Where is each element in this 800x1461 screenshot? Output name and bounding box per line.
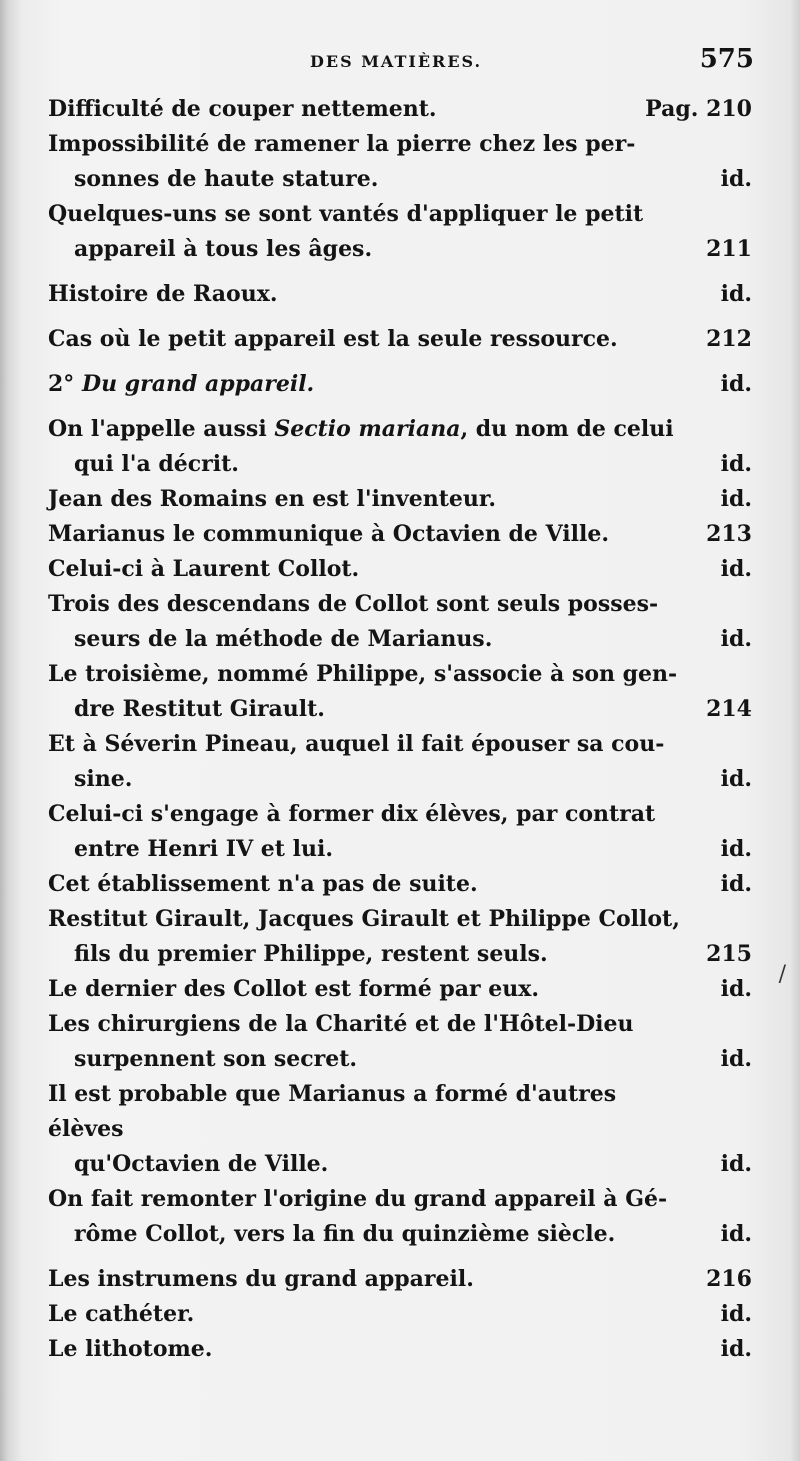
entry-text-italic: Sectio mariana — [274, 416, 461, 442]
margin-mark: / — [778, 962, 786, 987]
entry-continuation: sine. — [74, 766, 133, 792]
index-entry — [48, 1332, 756, 1367]
entry-continuation: surpennent son secret. — [74, 1046, 358, 1072]
entry-page-ref: 215 — [706, 941, 752, 967]
page-header — [48, 44, 758, 84]
entry-page-ref: id. — [720, 486, 752, 512]
entry-page-ref: id. — [720, 976, 752, 1002]
entry-text: Et à Séverin Pineau, auquel il fait épouser sa cou- — [48, 731, 665, 757]
index-entry — [48, 482, 756, 517]
index-entry — [48, 902, 756, 972]
entry-text: Histoire de Raoux. — [48, 281, 278, 307]
entry-page-ref: id. — [720, 1221, 752, 1247]
entry-text: Restitut Girault, Jacques Girault et Philippe Collot, — [48, 906, 680, 932]
running-head: DES MATIÈRES. — [310, 52, 483, 71]
index-entry — [48, 277, 756, 312]
entry-text: Les instrumens du grand appareil. — [48, 1266, 474, 1292]
index-entry — [48, 367, 756, 402]
index-entry — [48, 972, 756, 1007]
entry-page-ref: 211 — [706, 236, 752, 262]
entry-page-ref: id. — [720, 451, 752, 477]
entry-text: Celui-ci à Laurent Collot. — [48, 556, 360, 582]
entry-continuation: rôme Collot, vers la fin du quinzième siècle. — [74, 1221, 616, 1247]
entry-page-ref: id. — [720, 1046, 752, 1072]
entry-text-post: , du nom de celui — [460, 416, 674, 442]
entry-text: Impossibilité de ramener la pierre chez les per- — [48, 131, 636, 157]
entry-text: Jean des Romains en est l'inventeur. — [48, 486, 497, 512]
index-entry — [48, 517, 756, 552]
page-number: 575 — [699, 44, 754, 74]
entry-page-ref: id. — [720, 281, 752, 307]
entry-text: Cet établissement n'a pas de suite. — [48, 871, 478, 897]
entry-continuation: seurs de la méthode de Marianus. — [74, 626, 493, 652]
entry-text: Le dernier des Collot est formé par eux. — [48, 976, 540, 1002]
index-entry — [48, 1007, 756, 1077]
index-entry — [48, 1077, 756, 1182]
entry-page-ref: 216 — [706, 1266, 752, 1292]
entry-page-ref: id. — [720, 1151, 752, 1177]
entry-text: Le lithotome. — [48, 1336, 213, 1362]
entry-text: Cas où le petit appareil est la seule ressource. — [48, 326, 618, 352]
entry-page-ref: id. — [720, 556, 752, 582]
entry-continuation: qu'Octavien de Ville. — [74, 1151, 329, 1177]
entry-text: Quelques-uns se sont vantés d'appliquer le petit — [48, 201, 644, 227]
entry-page-ref: 213 — [706, 521, 752, 547]
index-entry — [48, 867, 756, 902]
index-entry — [48, 412, 756, 482]
entry-text: Trois des descendans de Collot sont seuls posses- — [48, 591, 659, 617]
index-entry — [48, 657, 756, 727]
entry-text — [48, 367, 756, 402]
entry-page-ref: id. — [720, 166, 752, 192]
entry-page-ref: id. — [720, 871, 752, 897]
entry-text: Difficulté de couper nettement. — [48, 96, 437, 122]
entry-page-ref: id. — [720, 1301, 752, 1327]
entry-text: Le troisième, nommé Philippe, s'associe à son gen- — [48, 661, 678, 687]
index-entry — [48, 797, 756, 867]
entry-continuation: sonnes de haute stature. — [74, 166, 379, 192]
entry-page-ref: id. — [720, 836, 752, 862]
section-title: Du grand appareil. — [81, 371, 315, 397]
entry-text-pre: On l'appelle aussi — [48, 416, 267, 442]
entry-page-ref: id. — [720, 626, 752, 652]
entry-text: Il est probable que Marianus a formé d'autres élèves — [48, 1081, 617, 1142]
entry-continuation: fils du premier Philippe, restent seuls. — [74, 941, 548, 967]
entry-continuation: entre Henri IV et lui. — [74, 836, 333, 862]
entry-text: Celui-ci s'engage à former dix élèves, par contrat — [48, 801, 656, 827]
entry-text: Les chirurgiens de la Charité et de l'Hôtel-Dieu — [48, 1011, 634, 1037]
entry-text — [48, 412, 756, 447]
index-entry — [48, 1262, 756, 1297]
index-entry — [48, 1182, 756, 1252]
index-entry — [48, 552, 756, 587]
entry-page-ref: id. — [720, 766, 752, 792]
entry-text: Marianus le communique à Octavien de Ville. — [48, 521, 609, 547]
section-number: 2° — [48, 371, 75, 397]
index-entry — [48, 127, 756, 197]
entry-page-ref: id. — [720, 1336, 752, 1362]
index-entry — [48, 1297, 756, 1332]
entry-text: Le cathéter. — [48, 1301, 195, 1327]
index-entry — [48, 197, 756, 267]
entry-page-ref: id. — [720, 371, 752, 397]
entry-page-ref: 212 — [706, 326, 752, 352]
index-entry — [48, 587, 756, 657]
entry-page-ref: 214 — [706, 696, 752, 722]
index-entry — [48, 727, 756, 797]
entry-text: On fait remonter l'origine du grand appareil à Gé- — [48, 1186, 668, 1212]
index-entry — [48, 322, 756, 357]
index-entry — [48, 92, 756, 127]
index-entries — [48, 92, 756, 1367]
entry-continuation: appareil à tous les âges. — [74, 236, 373, 262]
entry-continuation: qui l'a décrit. — [74, 451, 239, 477]
entry-page-ref: Pag. 210 — [645, 96, 752, 122]
entry-continuation: dre Restitut Girault. — [74, 696, 325, 722]
